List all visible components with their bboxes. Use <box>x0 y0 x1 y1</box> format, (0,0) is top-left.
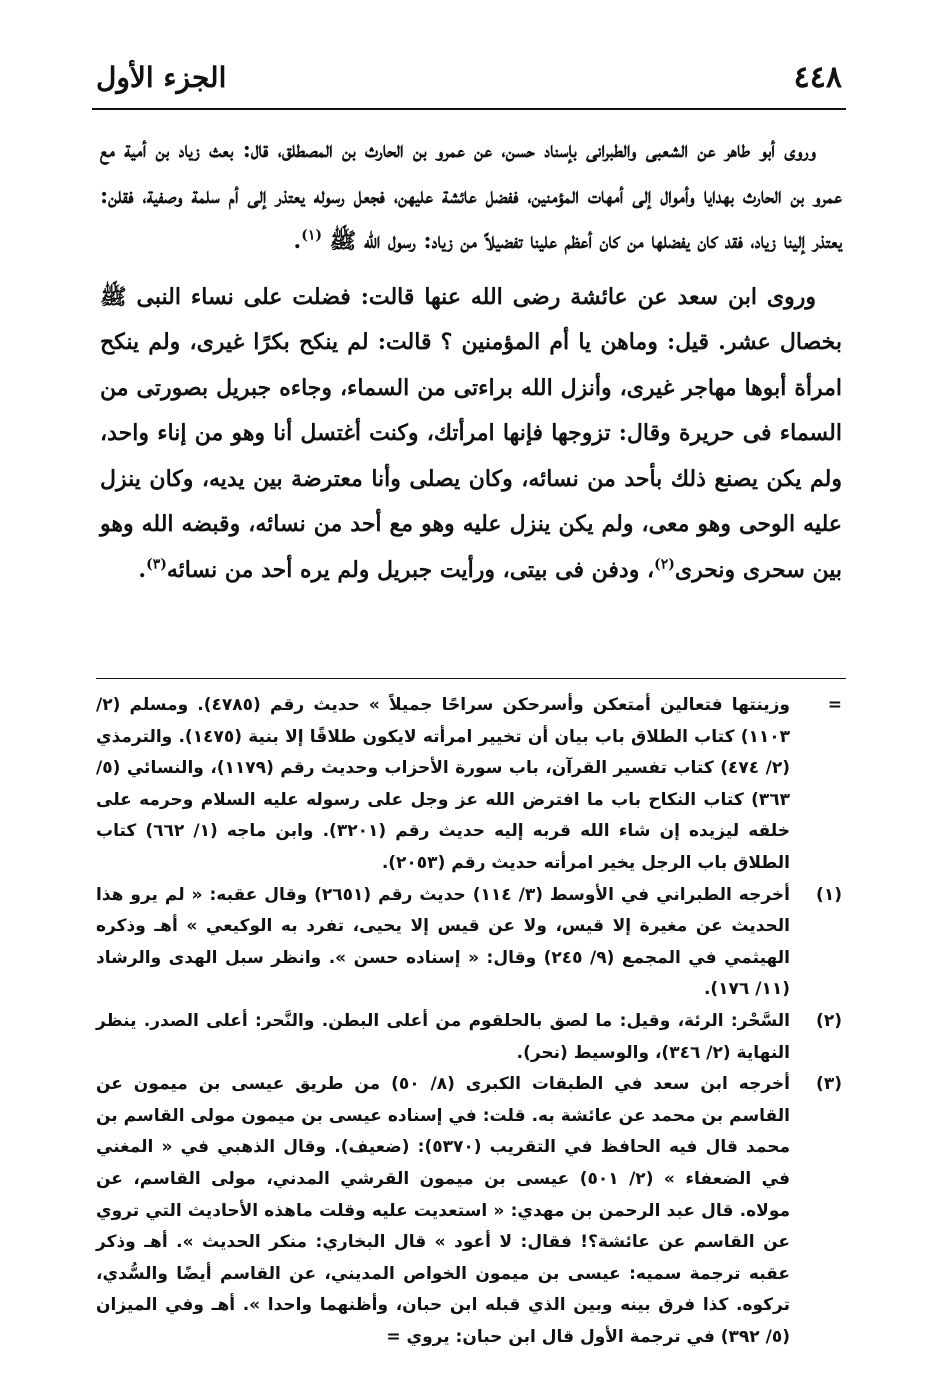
footnote-continued <box>96 690 842 880</box>
running-title: الجزء الأول <box>96 61 227 94</box>
footnote-text: وزينتها فتعالين أمتعكن وأسرحكن سراحًا جميلاً » حديث رقم (٤٧٨٥). ومسلم (٢/ ١١٠٣) كتاب الطلاق باب بيان أن تخيير امرأته لايكون طلاقًا إلا بنية (١٤٧٥). والترمذي (٢/ ٤٧٤) كتاب تفسير القرآن، باب سورة الأحزاب وحديث رقم (١١٧٩)، والنسائي (٥/ ٣٦٣) كتاب النكاح باب ما افترض الله عز وجل على رسوله عليه السلام وحرمه على خلقه ليزيده إن شاء الله قربه إليه حديث رقم (٣٢٠١). وابن ماجه (١/ ٦٦٢) كتاب الطلاق باب الرجل يخير امرأته حديث رقم (٢٠٥٣). <box>96 695 790 873</box>
footnote-1 <box>96 880 842 1006</box>
note-ref-3[interactable]: (٣) <box>146 556 167 573</box>
paragraph-1 <box>100 128 842 265</box>
footnote-marker: (١) <box>816 884 842 905</box>
footnote-marker: (٢) <box>816 1010 842 1031</box>
footnote-text: أخرجه ابن سعد في الطبقات الكبرى (٨/ ٥٠) من طريق عيسى بن ميمون عن القاسم بن محمد عن عائشة به. قلت: في إسناده عيسى بن ميمون مولى القاسم بن محمد قال فيه الحافظ في التقريب (٥٣٧٠): (ضعيف). وقال الذهبي في « المغني في الضعفاء » (٢/ ٥٠١) عيسى بن ميمون القرشي المدني، مولى القاسم، عن مولاه. قال عبد الرحمن بن مهدي: « استعديت عليه وقلت ماهذه الأحاديث التي تروي عن القاسم عن عائشة؟! فقال: لا أعود » قال البخاري: منكر الحديث ». أهـ وذكر عقبه ترجمة سميه: عيسى بن ميمون الخواص المديني، عن القاسم أيضًا والسُّدي، تركوه. كذا فرق بينه وبين الذي قبله ابن حبان، وأظنهما واحدا ». أهـ وفي الميزان (٥/ ٣٩٢) في ترجمة الأول قال ابن حبان: يروي = <box>96 1074 790 1347</box>
footnotes <box>96 690 842 1353</box>
header-rule <box>92 108 846 110</box>
paragraph-2-text: وروى ابن سعد عن عائشة رضى الله عنها قالت: فضلت على نساء النبى ﷺ بخصال عشر. قيل: وماهن يا أم المؤمنين ؟ قالت: لم ينكح بكرًا غيرى، ولم ينكح امرأة أبوها مهاجر غيرى، وأنزل الله براءتى من السماء، وجاءه جبريل بصورتى من السماء فى حريرة وقال: تزوجها فإنها امرأتك، وكنت أغتسل أنا وهو من إناء واحد، ولم يكن يصنع ذلك بأحد من نسائه، وكان يصلى وأنا معترضة بين يديه، وكان ينزل عليه الوحى وهو معى، ولم يكن ينزل عليه وهو مع أحد من نسائه، وقبضه الله وهو بين سحرى ونحرى <box>100 283 842 583</box>
footnote-text: أخرجه الطبراني في الأوسط (٣/ ١١٤) حديث رقم (٢٦٥١) وقال عقبه: « لم يرو هذا الحديث عن مغيرة إلا قيس، ولا عن قيس إلا يحيى، تفرد به الوكيعي » أهـ وذكره الهيثمي في المجمع (٩/ ٢٤٥) وقال: « إسناده حسن ». وانظر سبل الهدى والرشاد (١١/ ١٧٦). <box>96 884 790 1000</box>
paragraph-2-tail: . <box>138 556 147 583</box>
paragraph-1-text: وروى أبو طاهر عن الشعبى والطبرانى بإسناد حسن، عن عمرو بن الحارث بن المصطلق، قال: بعث زياد بن أمية مع عمرو بن الحارث بهدايا وأموال إلى أمهات المؤمنين، ففضل عائشة عليهن، فجعل رسوله يعتذر إلى أم سلمة وصفية، فقلن: يعتذر إلينا زياد، فقد كان يفضلها من كان أعظم علينا تفضيلاً من زياد: رسول الله ﷺ <box>100 137 842 254</box>
footnote-3 <box>96 1069 842 1353</box>
footnote-rule <box>96 678 846 679</box>
page-number: ٤٤٨ <box>793 60 842 95</box>
running-head <box>96 58 842 106</box>
paragraph-2 <box>100 275 842 594</box>
footnote-marker: = <box>827 695 842 715</box>
note-ref-2[interactable]: (٢) <box>654 556 675 573</box>
paragraph-2-text-continued: ، ودفن فى بيتى، ورأيت جبريل ولم يره أحد من نسائه <box>166 556 655 583</box>
main-text <box>100 128 842 593</box>
footnote-text: السَّحْر: الرئة، وقيل: ما لصق بالحلقوم من أعلى البطن. والنَّحر: أعلى الصدر. ينظر النهاية (٢/ ٣٤٦)، والوسيط (نحر). <box>96 1010 790 1063</box>
footnote-2 <box>96 1006 842 1069</box>
footnote-marker: (٣) <box>816 1074 842 1095</box>
paragraph-1-tail: . <box>293 228 302 254</box>
note-ref-1[interactable]: (١) <box>301 227 322 244</box>
